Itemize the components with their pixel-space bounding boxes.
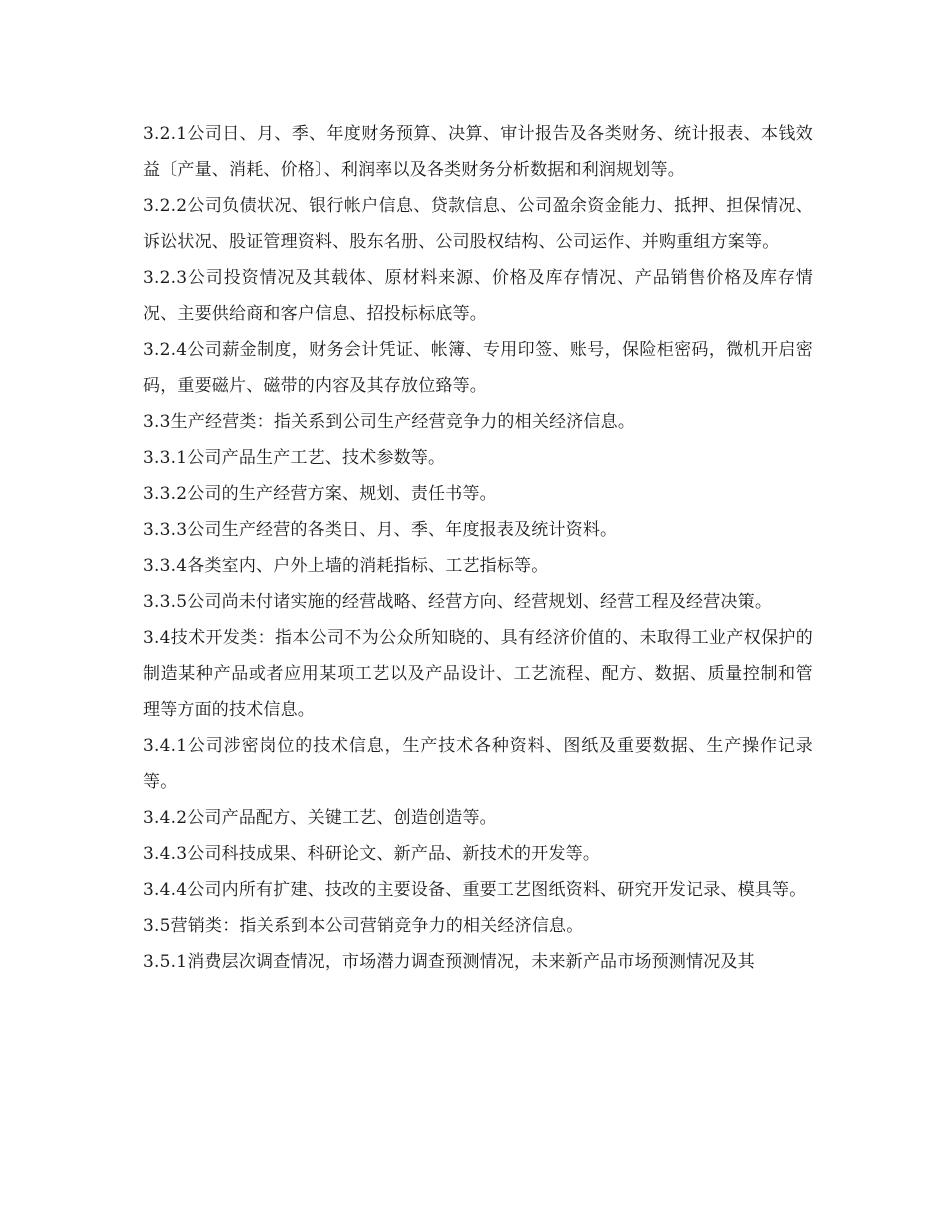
paragraph-3-2-2: 3.2.2公司负债状况、银行帐户信息、贷款信息、公司盈余资金能力、抵押、担保情况、诉讼状况、股证管理资料、股东名册、公司股权结构、公司运作、并购重组方案等。 <box>143 196 813 252</box>
paragraph-3-4-2: 3.4.2公司产品配方、关键工艺、创造创造等。 <box>143 808 497 828</box>
paragraph-3-4-3: 3.4.3公司科技成果、科研论文、新产品、新技术的开发等。 <box>143 844 601 864</box>
paragraph-3-2-3: 3.2.3公司投资情况及其载体、原材料来源、价格及库存情况、产品销售价格及库存情况、主要供给商和客户信息、招投标标底等。 <box>143 268 813 324</box>
paragraph-3-3: 3.3生产经营类：指关系到公司生产经营竞争力的相关经济信息。 <box>143 412 636 432</box>
paragraph-3-2-4: 3.2.4公司薪金制度，财务会计凭证、帐簿、专用印签、账号，保险柜密码，微机开启密码，重要磁片、磁带的内容及其存放位臵等。 <box>143 340 813 396</box>
paragraph-3-3-3: 3.3.3公司生产经营的各类日、月、季、年度报表及统计资料。 <box>143 520 618 540</box>
paragraph-3-5: 3.5营销类：指关系到本公司营销竞争力的相关经济信息。 <box>143 916 584 936</box>
paragraph-3-3-4: 3.3.4各类室内、户外上墙的消耗指标、工艺指标等。 <box>143 556 549 576</box>
paragraph-3-3-2: 3.3.2公司的生产经营方案、规划、责任书等。 <box>143 484 497 504</box>
paragraph-3-2-1: 3.2.1公司日、月、季、年度财务预算、决算、审计报告及各类财务、统计报表、本钱效益〔产量、消耗、价格〕、利润率以及各类财务分析数据和利润规划等。 <box>143 124 813 180</box>
paragraph-3-3-1: 3.3.1公司产品生产工艺、技术参数等。 <box>143 448 446 468</box>
paragraph-3-3-5: 3.3.5公司尚未付诸实施的经营战略、经营方向、经营规划、经营工程及经营决策。 <box>143 592 773 612</box>
document-body <box>143 116 813 980</box>
paragraph-3-4-1: 3.4.1公司涉密岗位的技术信息，生产技术各种资料、图纸及重要数据、生产操作记录等。 <box>143 736 813 792</box>
paragraph-3-5-1: 3.5.1消费层次调查情况，市场潜力调查预测情况，未来新产品市场预测情况及其 <box>143 952 755 972</box>
paragraph-3-4-4: 3.4.4公司内所有扩建、技改的主要设备、重要工艺图纸资料、研究开发记录、模具等。 <box>143 880 807 900</box>
paragraph-3-4: 3.4技术开发类：指本公司不为公众所知晓的、具有经济价值的、未取得工业产权保护的制造某种产品或者应用某项工艺以及产品设计、工艺流程、配方、数据、质量控制和管理等方面的技术信息。 <box>143 628 813 720</box>
